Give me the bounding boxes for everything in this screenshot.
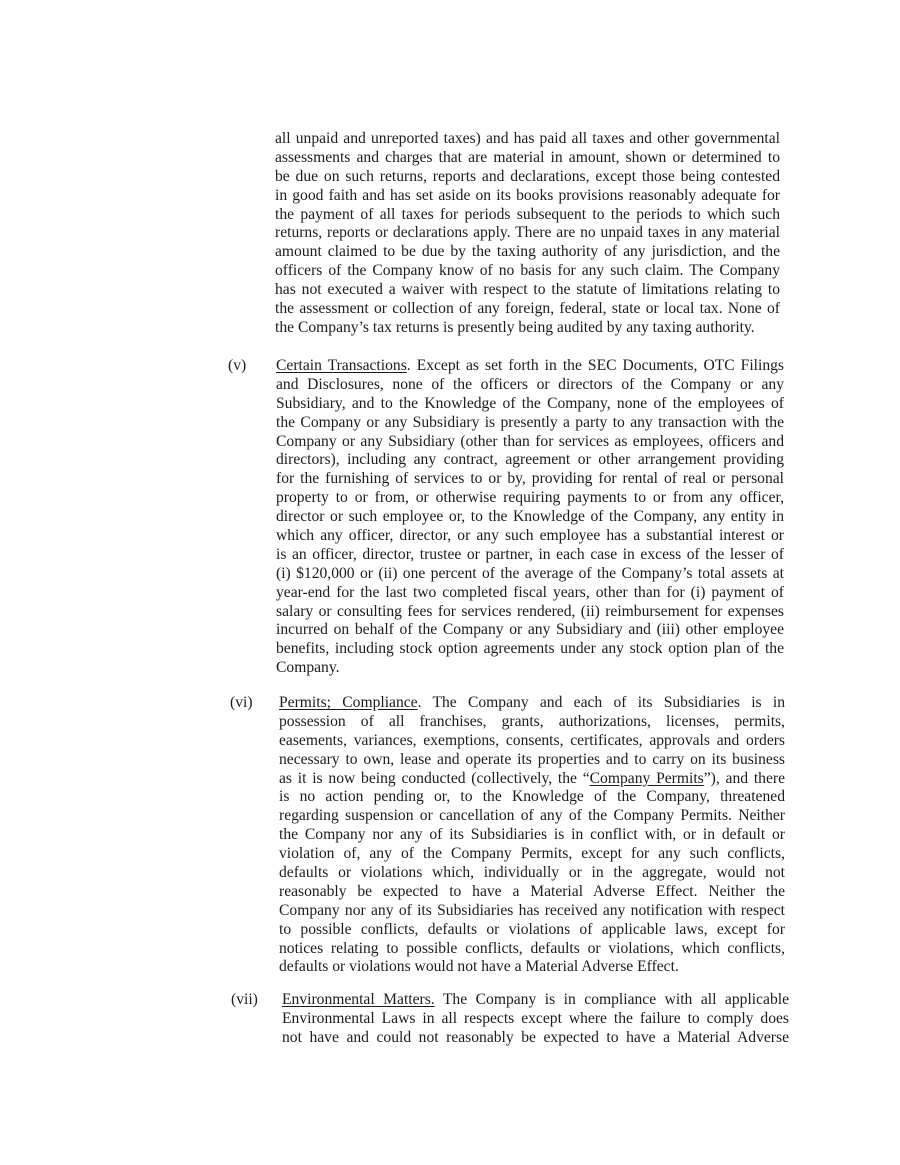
paragraph-line: incurred on behalf of the Company or any Subsidiary and (iii) other employee	[276, 621, 784, 639]
paragraph-line: the Company’s tax returns is presently being audited by any taxing authority.	[275, 318, 755, 336]
paragraph-line: Subsidiary, and to the Knowledge of the Company, none of the employees of	[276, 394, 784, 412]
section-number-vi: (vi)	[230, 694, 253, 711]
section-number-vii: (vii)	[231, 991, 258, 1008]
paragraph-line: officers of the Company know of no basis for any such claim. The Company	[275, 262, 780, 280]
paragraph-line: Company or any Subsidiary (other than for services as employees, officers and	[276, 432, 784, 450]
section-permits-compliance	[279, 694, 785, 977]
paragraph-line: Company nor any of its Subsidiaries has received any notification with respect	[279, 901, 785, 919]
paragraph-line: be due on such returns, reports and declarations, except those being contested	[275, 167, 780, 185]
paragraph-line: is an officer, director, trustee or partner, in each case in excess of the lesser of	[276, 545, 784, 563]
paragraph-line: easements, variances, exemptions, consents, certificates, approvals and orders	[279, 731, 785, 749]
paragraph-line: is no action pending or, to the Knowledge of the Company, threatened	[279, 788, 785, 806]
paragraph-line: the assessment or collection of any foreign, federal, state or local tax. None of	[275, 300, 780, 318]
defined-term-company-permits: Company Permits	[589, 769, 704, 787]
heading-period: .	[406, 357, 411, 374]
paragraph-line: Company.	[276, 659, 340, 677]
defined-term-after: ”), and there	[703, 769, 785, 787]
section-heading: Permits; Compliance	[279, 694, 418, 711]
tax-paragraph-continuation	[275, 130, 780, 338]
paragraph-line: Environmental Laws in all respects except where the failure to comply does	[282, 1009, 789, 1027]
paragraph-line: the Company or any Subsidiary is presently a party to any transaction with the	[276, 413, 784, 431]
paragraph-line: notices relating to possible conflicts, defaults or violations, which conflicts,	[279, 939, 785, 957]
paragraph-line: has not executed a waiver with respect to the statute of limitations relating to	[275, 281, 780, 299]
paragraph-line: for the furnishing of services to or by, providing for rental of real or personal	[276, 470, 784, 488]
paragraph-line: salary or consulting fees for services rendered, (ii) reimbursement for expenses	[276, 602, 784, 620]
section-heading: Environmental Matters.	[282, 991, 435, 1008]
paragraph-line: in good faith and has set aside on its books provisions reasonably adequate for	[275, 186, 780, 204]
paragraph-line: year-end for the last two completed fiscal years, other than for (i) payment of	[276, 583, 784, 601]
paragraph-line: all unpaid and unreported taxes) and has paid all taxes and other governmental	[275, 130, 780, 147]
section-first-line	[276, 357, 784, 376]
section-first-line	[282, 991, 789, 1010]
paragraph-line: the Company nor any of its Subsidiaries is in conflict with, or in default or	[279, 826, 785, 844]
section-environmental-matters	[282, 991, 789, 1048]
paragraph-line: reasonably be expected to have a Material Adverse Effect. Neither the	[279, 882, 785, 900]
paragraph-line: directors), including any contract, agreement or other arrangement providing	[276, 451, 784, 469]
paragraph-line: violation of, any of the Company Permits, except for any such conflicts,	[279, 845, 785, 863]
paragraph-line: possession of all franchises, grants, authorizations, licenses, permits,	[279, 712, 785, 730]
paragraph-line: which any officer, director, or any such employee has a substantial interest or	[276, 527, 784, 545]
paragraph-line: assessments and charges that are material in amount, shown or determined to	[275, 148, 780, 166]
paragraph-line: the payment of all taxes for periods subsequent to the periods to which such	[275, 205, 780, 223]
paragraph-line: defaults or violations would not have a Material Adverse Effect.	[279, 958, 679, 976]
paragraph-line	[279, 770, 785, 789]
section-first-line	[279, 694, 785, 713]
first-line-text: Except as set forth in the SEC Documents, OTC Filings	[410, 357, 785, 374]
paragraph-line: defaults or violations which, individually or in the aggregate, would not	[279, 864, 785, 882]
paragraph-line: (i) $120,000 or (ii) one percent of the average of the Company’s total assets at	[276, 564, 784, 582]
section-heading: Certain Transactions	[276, 357, 407, 374]
paragraph-line: director or such employee or, to the Knowledge of the Company, any entity in	[276, 508, 784, 526]
first-line-text: The Company and each of its Subsidiaries is in	[421, 694, 785, 711]
paragraph-line: and Disclosures, none of the officers or directors of the Company or any	[276, 375, 784, 393]
paragraph-line: amount claimed to be due by the taxing authority of any jurisdiction, and the	[275, 243, 780, 261]
paragraph-line: regarding suspension or cancellation of any of the Company Permits. Neither	[279, 807, 785, 825]
paragraph-line: property to or from, or otherwise requiring payments to or from any officer,	[276, 489, 784, 507]
paragraph-line: necessary to own, lease and operate its properties and to carry on its business	[279, 750, 785, 768]
paragraph-line: benefits, including stock option agreements under any stock option plan of the	[276, 640, 784, 658]
paragraph-line: to possible conflicts, defaults or violations of applicable laws, except for	[279, 920, 785, 938]
paragraph-line: returns, reports or declarations apply. There are no unpaid taxes in any material	[275, 224, 780, 242]
heading-period: .	[417, 694, 422, 711]
section-number-v: (v)	[228, 357, 247, 374]
defined-term-before: as it is now being conducted (collectively, the “	[279, 769, 590, 787]
paragraph-line: not have and could not reasonably be expected to have a Material Adverse	[282, 1028, 789, 1046]
first-line-text: The Company is in compliance with all applicable	[434, 991, 789, 1008]
section-certain-transactions	[276, 357, 784, 678]
